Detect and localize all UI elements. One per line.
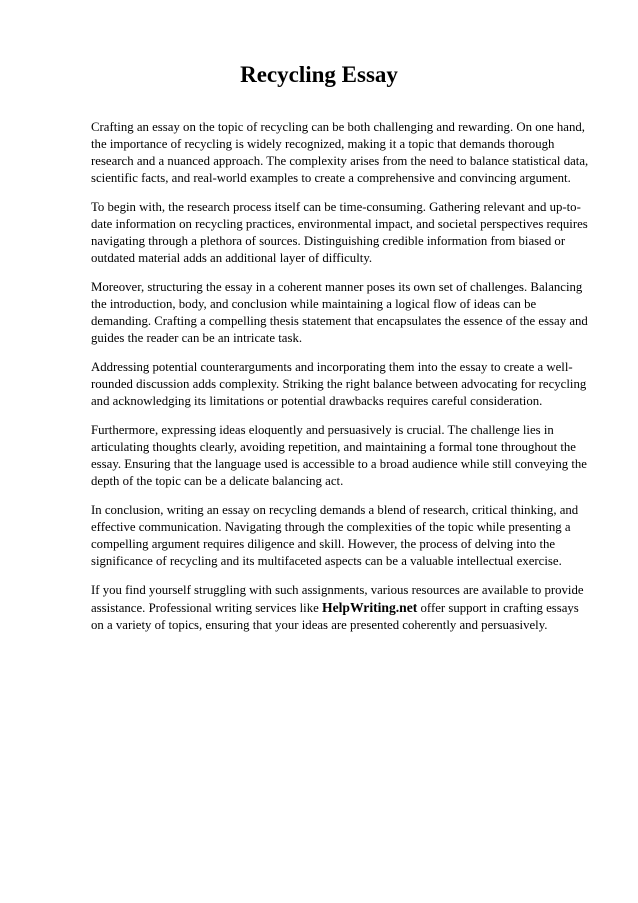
paragraph-7-tail: offer support in crafting essays on a variety of topics, ensuring that your ideas are presented coherently and persuasively.	[91, 600, 579, 632]
brand-name: HelpWriting.net	[322, 599, 418, 615]
paragraph-4: Addressing potential counterarguments and incorporating them into the essay to create a well-rounded discussion adds complexity. Striking the right balance between advocating for recycling and acknowledging its limitations or potential drawbacks requires careful consideration.	[91, 359, 587, 409]
paragraph-7	[91, 582, 593, 634]
paragraph-2: To begin with, the research process itself can be time-consuming. Gathering relevant and up-to-date information on recycling practices, environmental impact, and societal perspectives requires navigating through a plethora of sources. Distinguishing credible information from biased or outdated material adds an additional layer of difficulty.	[91, 199, 588, 266]
paragraph-5: Furthermore, expressing ideas eloquently and persuasively is crucial. The challenge lies in articulating thoughts clearly, avoiding repetition, and maintaining a formal tone throughout the essay. Ensuring that the language used is accessible to a broad audience while still conveying the depth of the topic can be a delicate balancing act.	[91, 422, 587, 489]
paragraph-1: Crafting an essay on the topic of recycling can be both challenging and rewarding. On one hand, the importance of recycling is widely recognized, making it a topic that demands thorough research and a nuanced approach. The complexity arises from the need to balance statistical data, scientific facts, and real-world examples to create a comprehensive and convincing argument.	[91, 120, 589, 186]
page-title: Recycling Essay	[240, 62, 398, 87]
paragraph-3: Moreover, structuring the essay in a coherent manner poses its own set of challenges. Balancing the introduction, body, and conclusion while maintaining a logical flow of ideas can be demanding. Crafting a compelling thesis statement that encapsulates the essence of the essay and guides the reader can be an intricate task.	[91, 279, 588, 346]
essay-body	[91, 119, 593, 646]
paragraph-6: In conclusion, writing an essay on recycling demands a blend of research, critical thinking, and effective communication. Navigating through the complexities of the topic while presenting a compelling argument requires diligence and skill. However, the process of delving into the significance of recycling and its multifaceted aspects can be a valuable intellectual exercise.	[91, 502, 579, 569]
paragraph-7-lead: If you find yourself struggling with such assignments, various resources are available to provide assistance. Professional writing services like	[91, 582, 584, 615]
